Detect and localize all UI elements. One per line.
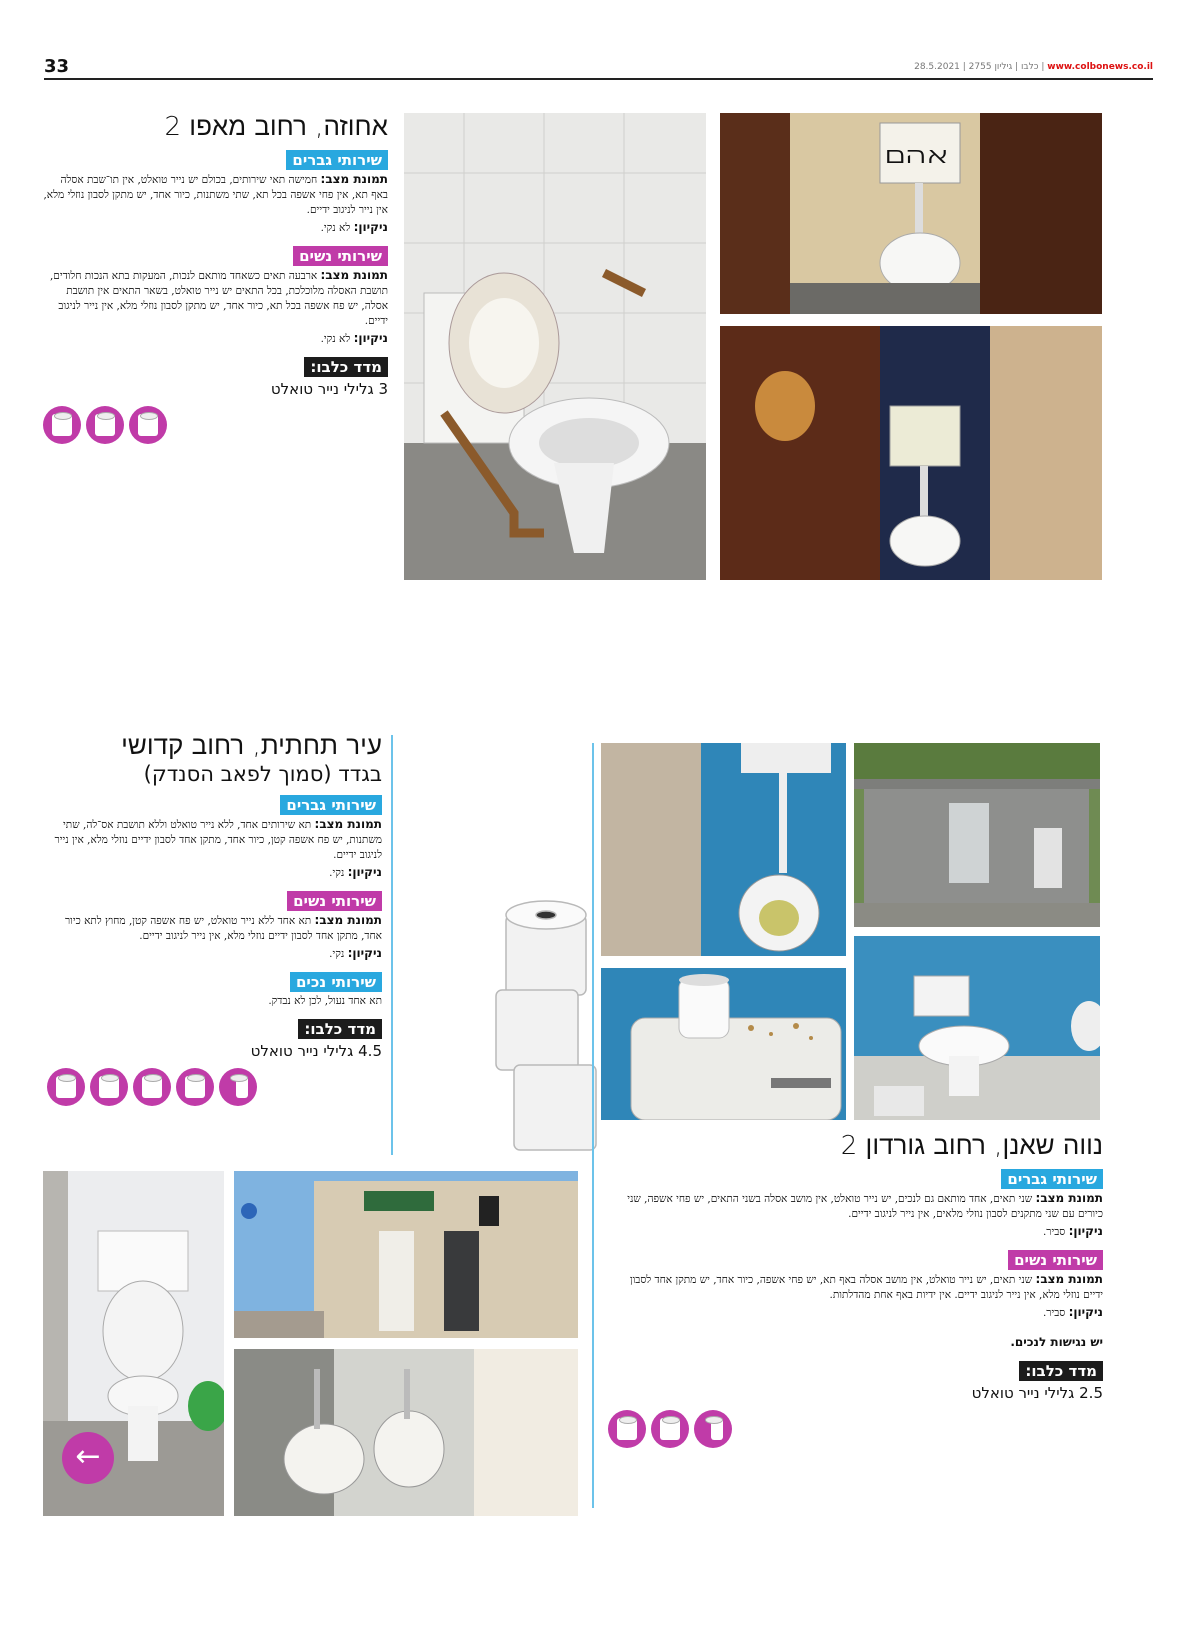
toilet-roll-icon [90,1068,128,1106]
photo-neve-shaanan-tank [601,968,846,1120]
women-status: תמונת מצב: ארבעה תאים כשאחד מותאם לנכות, המעקות בתא הנכות חלודים, תושבת האסלה מלוכלכת, בכל התאים יש נייר טואלט, בשאר התאים אין תושבת אסלה, יש פח אשפה בכל תא, כיור אחד, יש מתקן לסבון נוזלי מלא, אין נייר לניגוב ידיים. [49,268,388,327]
score-tag: מדד כלבו: [298,1019,382,1039]
accessibility-note: יש נגישות לנכים. [1010,1335,1103,1349]
women-clean: ניקיון: לא נקי. [320,331,388,345]
section-ir-tahtit [47,731,382,1106]
toilet-roll-half-icon [694,1410,732,1448]
score-icons [43,406,388,444]
toilet-roll-icon [651,1410,689,1448]
photo-ahuza-women-disabled-stall [404,113,706,580]
photo-ahuza-men-stall-graffiti [720,113,1102,314]
women-tag: שירותי נשים [287,891,382,911]
section-ahuza [43,112,388,444]
column-divider [391,735,393,1155]
men-clean: ניקיון: לא נקי. [320,220,388,234]
back-arrow-icon[interactable]: ← [62,1432,114,1484]
score-icons [608,1410,1103,1448]
men-clean: ניקיון: נקי. [329,865,382,879]
section-neve-shaanan [608,1131,1103,1448]
toilet-roll-icon [133,1068,171,1106]
score-tag: מדד כלבו: [304,357,388,377]
issue-meta: כלבו | גיליון 2755 | 28.5.2021 [914,62,1039,72]
score-text: 4.5 גלילי נייר טואלט [250,1042,382,1060]
page-number: 33 [44,56,70,77]
photo-neve-shaanan-building [854,743,1100,927]
disabled-text: תא אחד נעול, לכן לא נבדק. [268,995,382,1007]
toilet-roll-icon [176,1068,214,1106]
photo-neve-shaanan-disabled [854,936,1100,1120]
men-status: תמונת מצב: שני תאים, אחד מותאם גם לנכים, יש נייר טואלט, אין מושב אסלה בשני התאים, יש פחי אשפה, שני כיורים עם שני מתקנים לסבון נוזלי מלאים, אין נייר לניגוב ידיים. [627,1191,1103,1220]
men-tag: שירותי גברים [286,150,388,170]
toilet-roll-half-icon [219,1068,257,1106]
toilet-roll-icon [43,406,81,444]
photo-ir-tahtit-building [234,1171,578,1338]
column-divider [592,743,594,1508]
section-title: עיר תחתית, רחוב קדושי [121,731,382,761]
score-text: 2.5 גלילי נייר טואלט [971,1384,1103,1402]
toilet-roll-icon [129,406,167,444]
women-tag: שירותי נשים [1008,1250,1103,1270]
women-status: תמונת מצב: שני תאים, יש נייר טואלט, אין מושב אסלה באף תא, יש פחי אשפה, כיור אחד, יש מתקן אחד לסבון ידיים נוזלי מלא, אין נייר לניגוב ידיים. אין ידיות באף אחת מהדלתות. [629,1272,1103,1301]
toilet-roll-icon [86,406,124,444]
men-tag: שירותי גברים [280,795,382,815]
score-icons [47,1068,382,1106]
site-url[interactable]: www.colbonews.co.il [1047,62,1153,72]
women-clean: ניקיון: נקי. [329,946,382,960]
photo-ahuza-men-stall-blue [720,326,1102,580]
section-title: נווה שאנן, רחוב גורדון 2 [840,1131,1103,1161]
photo-neve-shaanan-stall [601,743,846,956]
toilet-roll-icon [47,1068,85,1106]
men-tag: שירותי גברים [1001,1169,1103,1189]
women-tag: שירותי נשים [293,246,388,266]
svg-text:ﬡﬣﬦ: ﬡﬣﬦ [885,141,948,169]
score-text: 3 גלילי נייר טואלט [270,380,388,398]
men-status: תמונת מצב: תא שירותים אחד, ללא נייר טואלט וללא תושבת אס־לה, שתי משתנות, יש פח אשפה קטן, כיור אחד, מתקן אחד לסבון ידיים נוזלי מלא, אין נייר לניגוב ידיים. [54,817,382,861]
men-clean: ניקיון: סביר. [1042,1224,1103,1238]
women-status: תמונת מצב: תא אחד ללא נייר טואלט, יש פח אשפה קטן, מחוץ לתא כיור אחד, מתקן אחד לסבון ידיים נוזלי מלא, אין נייר לניגוב ידיים. [65,913,382,942]
men-status: תמונת מצב: חמישה תאי שירותים, בכולם יש נייר טואלט, אין תו־שבת אסלה באף תא, אין פחי אשפה בכל תא, שתי משתנות, כיור אחד, יש מתקן לסבון נוזלי מלא, אין נייר לניגוב ידיים. [43,172,388,216]
header-rule [44,78,1153,80]
toilet-roll-icon [608,1410,646,1448]
score-tag: מדד כלבו: [1019,1361,1103,1381]
page-header-meta: www.colbonews.co.il | כלבו | גיליון 2755 | 28.5.2021 [914,62,1153,72]
photo-ir-tahtit-urinals [234,1349,578,1516]
disabled-tag: שירותי נכים [290,972,382,992]
section-subtitle: בגדד (סמוך לפאב הסנדק) [143,762,382,786]
women-clean: ניקיון: סביר. [1042,1305,1103,1319]
section-title: אחוזה, רחוב מאפו 2 [164,112,388,142]
